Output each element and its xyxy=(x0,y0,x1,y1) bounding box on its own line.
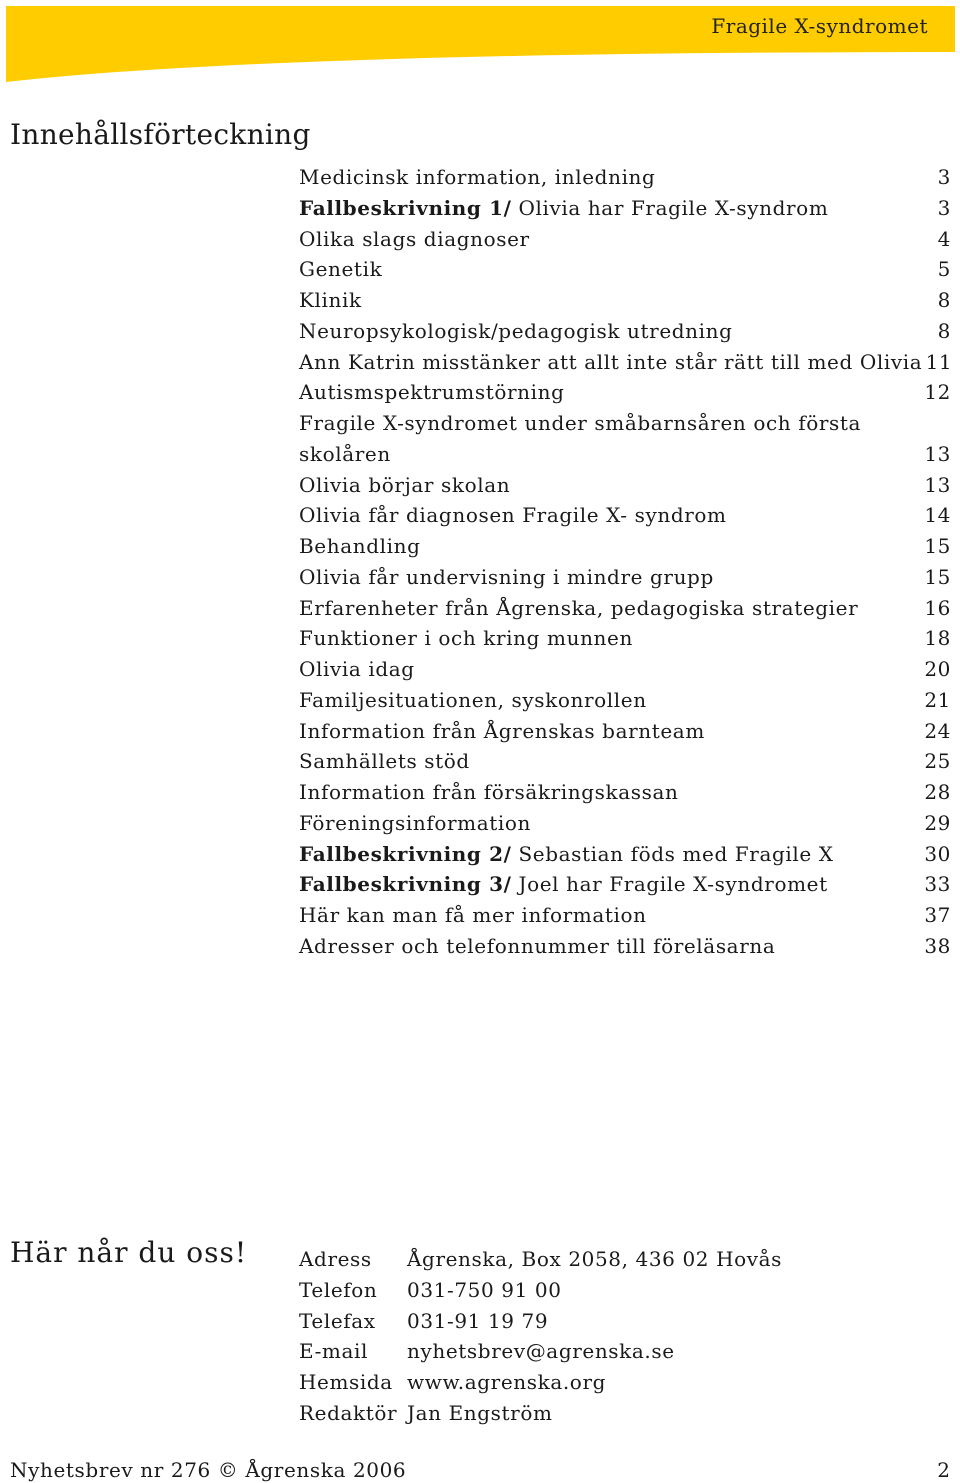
toc-entry-title xyxy=(299,623,633,654)
toc-entry-prefix: Fallbeskrivning 3/ xyxy=(299,872,512,897)
toc-entry xyxy=(299,285,951,316)
page-heading: Innehållsförteckning xyxy=(10,118,311,151)
contact-row xyxy=(299,1275,782,1306)
contact-value: www.agrenska.org xyxy=(407,1370,607,1394)
toc-entry-text: Erfarenheter från Ågrenska, pedagogiska strategier xyxy=(299,595,859,620)
toc-entry-title xyxy=(299,685,647,716)
toc-entry-page: 18 xyxy=(924,626,951,651)
toc-entry-text: Funktioner i och kring munnen xyxy=(299,626,633,651)
toc-entry xyxy=(299,500,951,531)
toc-entry-page: 38 xyxy=(924,933,951,958)
toc-entry-page: 20 xyxy=(924,657,951,681)
toc-entry-title xyxy=(299,593,858,624)
toc-entry-title xyxy=(299,470,510,501)
toc-entry-text: Behandling xyxy=(299,534,421,558)
toc-entry xyxy=(299,623,951,654)
toc-entry-title xyxy=(299,931,775,962)
toc-entry xyxy=(299,224,951,255)
contact-block xyxy=(299,1244,782,1429)
toc-entry xyxy=(299,746,951,777)
toc-entry-text: Joel har Fragile X-syndromet xyxy=(511,872,828,897)
toc-entry-page: 8 xyxy=(937,288,951,312)
toc-entry-title xyxy=(299,285,362,316)
toc-entry xyxy=(299,931,951,962)
toc-entry xyxy=(299,900,951,931)
toc-entry-text: Här kan man få mer information xyxy=(299,903,647,927)
footer-text: Nyhetsbrev nr 276 © Ågrenska 2006 xyxy=(10,1458,407,1482)
toc-entry-title xyxy=(299,531,421,562)
toc-entry-prefix: Fallbeskrivning 2/ xyxy=(299,841,512,866)
toc-entry-title xyxy=(299,777,679,808)
toc-entry xyxy=(299,408,951,470)
contact-row xyxy=(299,1336,782,1367)
contact-label: Hemsida xyxy=(299,1370,393,1394)
toc-entry-page: 13 xyxy=(924,472,951,497)
toc-entry-title xyxy=(299,224,530,255)
toc-entry-title xyxy=(299,193,828,224)
contact-row xyxy=(299,1398,782,1429)
toc-entry xyxy=(299,254,951,285)
toc-entry-title xyxy=(299,316,733,347)
toc-entry-page: 24 xyxy=(924,718,951,743)
toc-entry-page: 25 xyxy=(924,749,951,774)
contact-label: Redaktör xyxy=(299,1400,398,1425)
toc-entry-page: 21 xyxy=(924,687,951,712)
toc-entry-text: Sebastian föds med Fragile X xyxy=(511,841,834,866)
contact-value: Ågrenska, Box 2058, 436 02 Hovås xyxy=(407,1247,783,1271)
table-of-contents xyxy=(299,162,951,962)
contact-value: nyhetsbrev@agrenska.se xyxy=(407,1339,675,1364)
toc-entry-text: Neuropsykologisk/pedagogisk utredning xyxy=(299,318,733,343)
toc-entry-page: 14 xyxy=(924,503,951,528)
toc-entry xyxy=(299,347,951,378)
toc-entry-page: 30 xyxy=(924,841,951,866)
toc-entry-title xyxy=(299,654,415,685)
toc-entry xyxy=(299,685,951,716)
toc-entry xyxy=(299,162,951,193)
contact-row xyxy=(299,1306,782,1337)
toc-entry-text: Autismspektrumstörning xyxy=(299,380,565,405)
toc-entry xyxy=(299,593,951,624)
contact-label: Telefax xyxy=(299,1308,376,1333)
toc-entry-title xyxy=(299,808,531,839)
toc-entry-page: 15 xyxy=(924,564,951,589)
toc-entry-page: 8 xyxy=(937,318,951,343)
running-header-title: Fragile X-syndromet xyxy=(711,14,928,38)
toc-entry-page: 15 xyxy=(924,534,951,558)
toc-entry xyxy=(299,377,951,408)
toc-entry-text: Olivia får undervisning i mindre grupp xyxy=(299,564,714,589)
toc-entry-text: Fragile X-syndromet under småbarnsåren och första skolåren xyxy=(299,411,862,466)
toc-entry xyxy=(299,869,951,900)
toc-entry-title xyxy=(299,900,647,931)
toc-entry-text: Adresser och telefonnummer till föreläsarna xyxy=(299,933,776,958)
toc-entry xyxy=(299,808,951,839)
toc-entry xyxy=(299,716,951,747)
toc-entry-text: Medicinsk information, inledning xyxy=(299,165,656,189)
toc-entry-text: Samhällets stöd xyxy=(299,749,470,774)
toc-entry xyxy=(299,839,951,870)
toc-entry-title xyxy=(299,716,705,747)
toc-entry-text: Information från försäkringskassan xyxy=(299,780,679,804)
toc-entry xyxy=(299,316,951,347)
toc-entry-text: Olivia får diagnosen Fragile X- syndrom xyxy=(299,503,727,528)
toc-entry-text: Olivia har Fragile X-syndrom xyxy=(511,195,829,220)
contact-label: E-mail xyxy=(299,1339,369,1364)
contact-value: 031-91 19 79 xyxy=(407,1308,549,1333)
toc-entry-page: 29 xyxy=(924,810,951,835)
toc-entry-title xyxy=(299,839,834,870)
toc-entry-page: 5 xyxy=(937,257,951,282)
contact-label: Telefon xyxy=(299,1277,378,1302)
toc-entry-text: Information från Ågrenskas barnteam xyxy=(299,718,705,743)
page-number: 2 xyxy=(937,1458,950,1482)
toc-entry-title xyxy=(299,500,727,531)
toc-entry-title xyxy=(299,869,828,900)
toc-entry-title xyxy=(299,408,899,470)
toc-entry-text: Familjesituationen, syskonrollen xyxy=(299,687,647,712)
toc-entry-title xyxy=(299,162,655,193)
toc-entry-page: 37 xyxy=(924,903,951,927)
toc-entry-text: Olivia börjar skolan xyxy=(299,472,511,497)
toc-entry-text: Klinik xyxy=(299,288,362,312)
toc-entry-text: Olivia idag xyxy=(299,657,415,681)
contact-value: Jan Engström xyxy=(407,1400,553,1425)
toc-entry xyxy=(299,470,951,501)
toc-entry-page: 4 xyxy=(937,226,951,251)
toc-entry-page: 3 xyxy=(937,195,951,220)
toc-entry-page: 33 xyxy=(924,872,951,897)
toc-entry xyxy=(299,193,951,224)
toc-entry-text: Genetik xyxy=(299,257,383,282)
contact-label: Adress xyxy=(299,1247,372,1271)
toc-entry-page: 3 xyxy=(937,165,951,189)
toc-entry xyxy=(299,777,951,808)
contact-heading: Här når du oss! xyxy=(10,1236,248,1269)
toc-entry-title xyxy=(299,254,382,285)
toc-entry-title xyxy=(299,562,714,593)
toc-entry-title xyxy=(299,347,922,378)
toc-entry-text: Olika slags diagnoser xyxy=(299,226,530,251)
contact-row xyxy=(299,1244,782,1275)
toc-entry-page: 12 xyxy=(924,380,951,405)
toc-entry-text: Ann Katrin misstänker att allt inte står rätt till med Olivia xyxy=(299,349,923,374)
toc-entry-title xyxy=(299,746,470,777)
toc-entry-page: 28 xyxy=(924,780,951,804)
toc-entry xyxy=(299,654,951,685)
toc-entry-text: Föreningsinformation xyxy=(299,810,531,835)
toc-entry-page: 11 xyxy=(925,349,953,374)
toc-entry-prefix: Fallbeskrivning 1/ xyxy=(299,195,512,220)
toc-entry-page: 16 xyxy=(924,595,951,620)
toc-entry-title xyxy=(299,377,565,408)
toc-entry-page: 13 xyxy=(924,441,951,466)
contact-row xyxy=(299,1367,782,1398)
toc-entry xyxy=(299,531,951,562)
toc-entry xyxy=(299,562,951,593)
contact-value: 031-750 91 00 xyxy=(407,1277,562,1302)
